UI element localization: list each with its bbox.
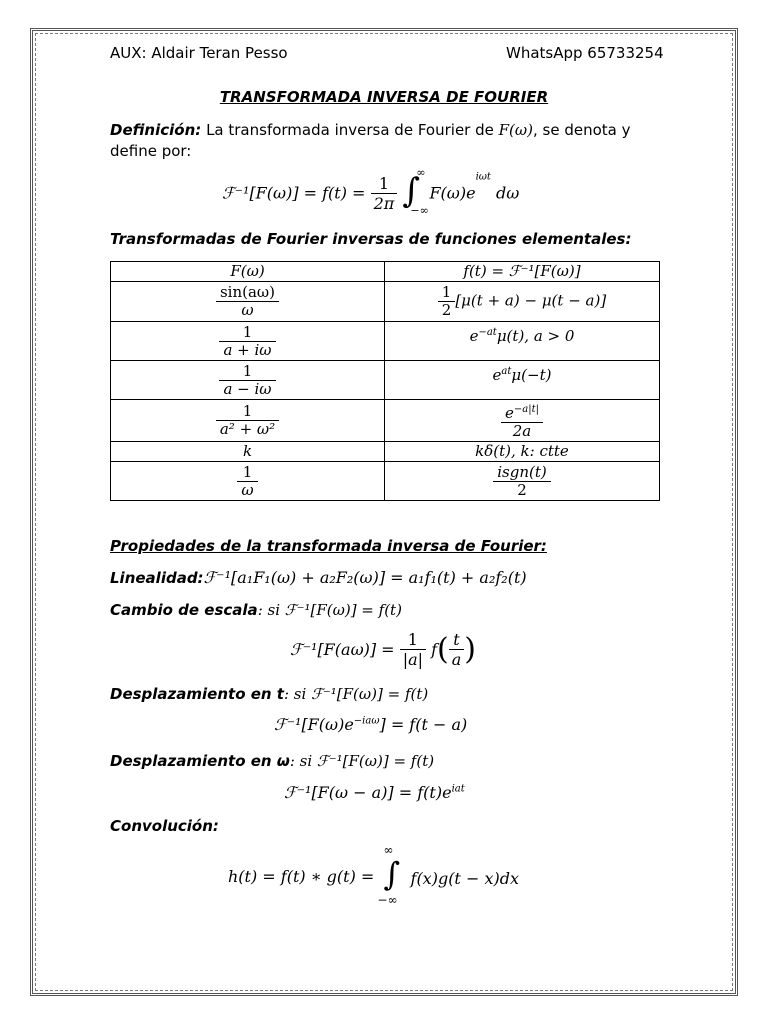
definition-label: Definición: [110,121,202,139]
definition-line2: define por: [110,142,192,160]
definition-text-after: , se denota y [532,121,631,139]
convolution-integral-sign: ∞ ∫ −∞ [377,843,401,907]
definition-paragraph [110,120,670,162]
table-header-row [111,262,660,282]
header-author: AUX: Aldair Teran Pesso [110,44,288,62]
time-shift-property: Desplazamiento en t: si ℱ⁻¹[F(ω)] = f(t) [110,685,429,703]
document-title: TRANSFORMADA INVERSA DE FOURIER [219,88,549,106]
table-row: $\frac{1}{\omega}$ isgn(t) 2 [111,462,660,501]
formula-fraction: $\frac{1}{2\pi}$ [371,174,398,213]
scale-formula: ℱ⁻¹[F(aω)] = $\frac{1}{|a|}$ f( $\frac{t}{a}$ ) [290,630,477,669]
frequency-shift-formula: ℱ⁻¹[F(ω − $a)] = f(t)e^{iat}$ [284,783,465,802]
table-row: k kδ(t), k: ctte [111,442,660,462]
convolution-label: Convolución: [110,817,219,835]
properties-title: Propiedades de la transformada inversa de Fourier: [110,537,547,555]
table-section-title: Transformadas de Fourier inversas de funciones elementales: [110,230,632,248]
table-header-right: f(t) = ℱ⁻¹[F(ω)] [385,262,660,282]
table-row: $\frac{1}{\text{a² + ω²}}$ $\frac{e^{-a|t|}}{2a}$ [111,400,660,442]
inverse-fourier-formula: ℱ⁻¹[F(ω)] = f(t) = $\frac{1}{2\pi}$ ∫ ∞ −∞ $F(\omega)e^{i\omega t}$ dω [222,166,520,217]
transform-table [110,261,660,501]
table-row: $\frac{1}{a + i\omega}$ $e^{-at}\mu(t)$, a > 0 [111,322,660,361]
definition-text: La transformada inversa de Fourier de [206,121,494,139]
linearity-property: Linealidad:ℱ⁻¹[a₁F₁(ω) + a₂F₂(ω)] = a₁f₁(t) + a₂f₂(t) [110,568,527,587]
table-row: $\frac{\sin(a\omega)}{\omega}$ $\frac{1}{2}$ [μ(t + a) − μ(t − a)] [111,282,660,322]
frequency-shift-property: Desplazamiento en ω: si ℱ⁻¹[F(ω)] = f(t) [110,752,435,770]
definition-symbol: F(ω) [498,121,533,139]
header-contact: WhatsApp 65733254 [506,44,664,62]
table-header-left: F(ω) [111,262,385,282]
convolution-formula: h(t) = f(t) ∗ g(t) = ∞ ∫ −∞ f(x)g(t − x)dx [228,843,519,907]
table-row: $\frac{1}{a - i\omega}$ $e^{at}\mu(-t)$ [111,361,660,400]
scale-property: Cambio de escala: si ℱ⁻¹[F(ω)] = f(t) [110,601,402,619]
time-shift-formula: $ℱ^{-1}[F(\omega)e^{-ia\omega}] = f(t - a)$ [274,715,468,734]
integral-sign: ∫ ∞ −∞ [402,166,429,217]
